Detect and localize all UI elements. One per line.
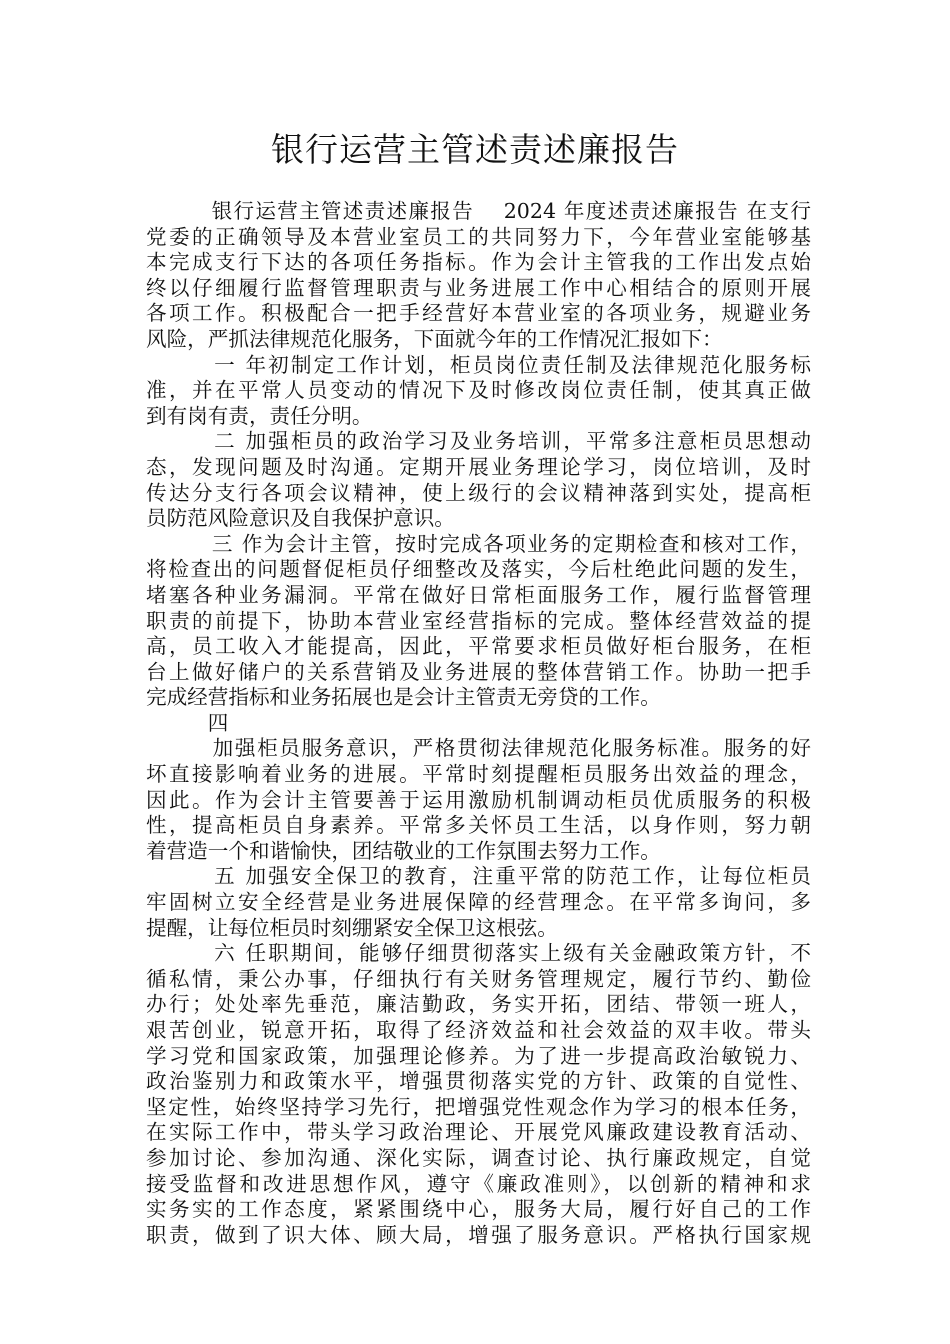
body-line: 政治鉴别力和政策水平，增强贯彻落实党的方针、政策的自觉性、	[146, 1069, 811, 1094]
document-body	[146, 199, 811, 1248]
body-line: 艰苦创业，锐意开拓，取得了经济效益和社会效益的双丰收。带头	[146, 1018, 811, 1042]
body-line: 办行；处处率先垂范，廉洁勤政，务实开拓，团结、带领一班人，	[146, 992, 811, 1017]
body-line: 加强柜员服务意识，严格贯彻法律规范化服务标准。服务的好	[146, 736, 811, 761]
body-line: 到有岗有责，责任分明。	[146, 403, 373, 428]
body-line: 参加讨论、参加沟通、深化实际，调查讨论、执行廉政规定，自觉	[146, 1145, 811, 1170]
body-line: 坚定性，始终坚持学习先行，把增强党性观念作为学习的根本任务，	[146, 1094, 811, 1119]
body-line: 将检查出的问题督促柜员仔细整改及落实，今后杜绝此问题的发生，	[146, 557, 811, 582]
body-line: 一 年初制定工作计划，柜员岗位责任制及法律规范化服务标	[146, 352, 811, 377]
body-line: 坏直接影响着业务的进展。平常时刻提醒柜员服务出效益的理念，	[146, 762, 811, 787]
body-line: 学习党和国家政策，加强理论修养。为了进一步提高政治敏锐力、	[146, 1043, 811, 1068]
body-line: 六 任职期间，能够仔细贯彻落实上级有关金融政策方针，不	[146, 941, 811, 966]
body-line: 职责的前提下，协助本营业室经营指标的完成。整体经营效益的提	[146, 608, 811, 633]
body-line: 员防范风险意识及自我保护意识。	[146, 506, 455, 531]
body-line: 终以仔细履行监督管理职责与业务进展工作中心相结合的原则开展	[146, 275, 811, 300]
body-line: 本完成支行下达的各项任务指标。作为会计主管我的工作出发点始	[146, 250, 811, 275]
body-line: 因此。作为会计主管要善于运用激励机制调动柜员优质服务的积极	[146, 787, 811, 812]
body-line: 台上做好储户的关系营销及业务进展的整体营销工作。协助一把手	[146, 659, 811, 684]
body-line: 着营造一个和谐愉快，团结敬业的工作氛围去努力工作。	[146, 838, 661, 863]
body-line: 传达分支行各项会议精神，使上级行的会议精神落到实处，提高柜	[146, 480, 811, 505]
body-line: 实务实的工作态度，紧紧围绕中心，服务大局，履行好自己的工作	[146, 1197, 811, 1222]
body-line: 堵塞各种业务漏洞。平常在做好日常柜面服务工作，履行监督管理	[146, 582, 811, 607]
body-line: 性，提高柜员自身素养。平常多关怀员工生活，以身作则，努力朝	[146, 813, 811, 838]
body-line: 银行运营主管述责述廉报告 2024 年度述责述廉报告 在支行	[146, 199, 811, 223]
body-line: 准，并在平常人员变动的情况下及时修改岗位责任制，使其真正做	[146, 378, 811, 403]
body-line: 态，发现问题及时沟通。定期开展业务理论学习，岗位培训，及时	[146, 454, 811, 479]
body-line: 五 加强安全保卫的教育，注重平常的防范工作，让每位柜员	[146, 864, 811, 889]
body-line: 完成经营指标和业务拓展也是会计主管责无旁贷的工作。	[146, 685, 661, 710]
body-line: 各项工作。积极配合一把手经营好本营业室的各项业务，规避业务	[146, 301, 811, 326]
body-line: 高，员工收入才能提高，因此，平常要求柜员做好柜台服务，在柜	[146, 634, 811, 659]
body-line: 党委的正确领导及本营业室员工的共同努力下，今年营业室能够基	[146, 224, 811, 249]
body-line: 牢固树立安全经营是业务进展保障的经营理念。在平常多询问，多	[146, 890, 811, 915]
body-line: 二 加强柜员的政治学习及业务培训，平常多注意柜员思想动	[146, 429, 811, 454]
body-line: 提醒，让每位柜员时刻绷紧安全保卫这根弦。	[146, 915, 558, 940]
body-line: 接受监督和改进思想作风，遵守《廉政准则》，以创新的精神和求	[146, 1171, 811, 1196]
body-line: 四	[146, 710, 229, 735]
body-line: 职责，做到了识大体、顾大局，增强了服务意识。严格执行国家规	[146, 1222, 811, 1247]
document-title: 银行运营主管述责述廉报告	[271, 130, 679, 169]
body-line: 三 作为会计主管，按时完成各项业务的定期检查和核对工作，	[146, 531, 811, 556]
body-line: 在实际工作中，带头学习政治理论、开展党风廉政建设教育活动、	[146, 1120, 811, 1145]
body-line: 循私情，秉公办事，仔细执行有关财务管理规定，履行节约、勤俭	[146, 966, 811, 991]
body-line: 风险，严抓法律规范化服务，下面就今年的工作情况汇报如下：	[146, 326, 723, 351]
